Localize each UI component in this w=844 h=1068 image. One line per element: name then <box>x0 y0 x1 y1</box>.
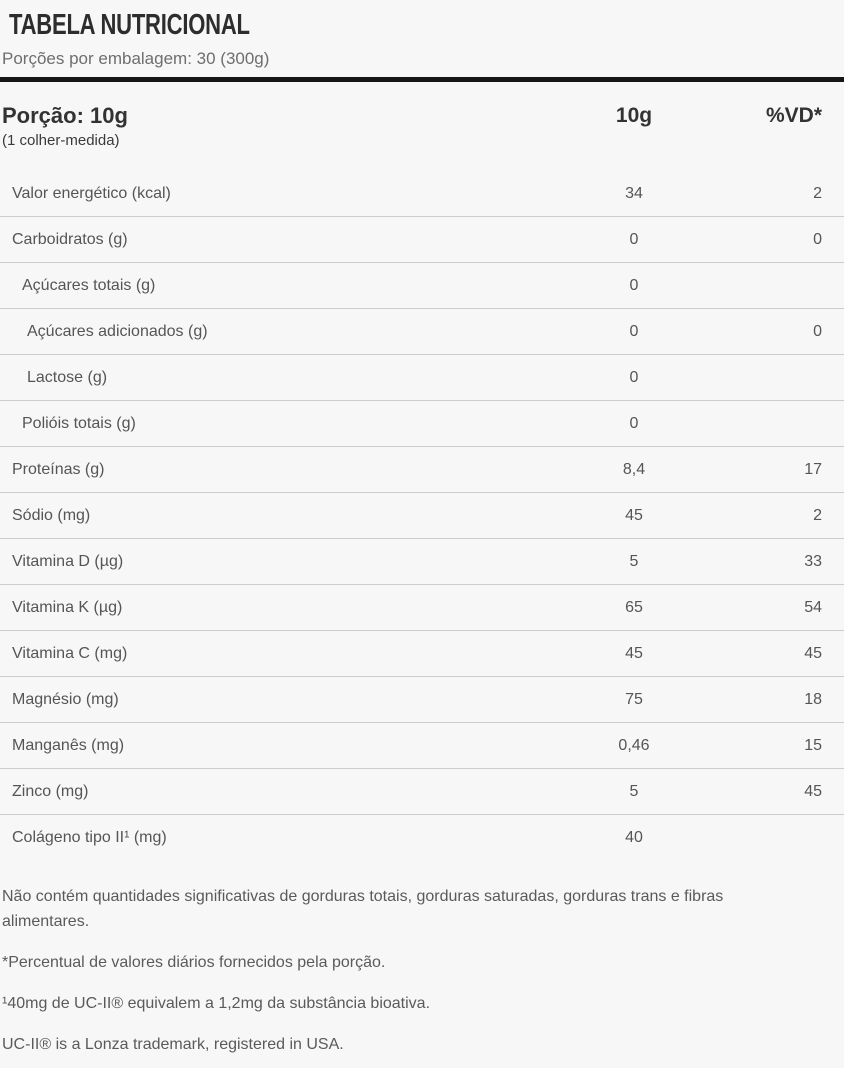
row-quantity: 45 <box>625 644 643 662</box>
row-label: Açúcares totais (g) <box>22 276 156 294</box>
column-header-daily-value: %VD* <box>765 104 822 127</box>
row-label: Carboidratos (g) <box>12 230 128 248</box>
row-daily-value: 18 <box>804 690 822 708</box>
row-label: Polióis totais (g) <box>22 414 136 432</box>
table-row <box>0 263 844 309</box>
row-daily-value: 17 <box>804 460 822 478</box>
row-daily-value: 2 <box>813 506 822 524</box>
portion-block <box>0 103 574 151</box>
table-header <box>0 103 844 151</box>
row-daily-value: 45 <box>804 644 822 662</box>
row-daily-value: 0 <box>813 322 822 340</box>
row-label: Manganês (mg) <box>12 736 125 754</box>
row-daily-value: 45 <box>804 782 822 800</box>
row-label: Sódio (mg) <box>12 506 91 524</box>
table-row <box>0 539 844 585</box>
row-quantity: 40 <box>625 829 643 846</box>
row-quantity: 0 <box>629 322 639 340</box>
table-row <box>0 631 844 677</box>
table-row <box>0 815 844 861</box>
column-header-quantity: 10g <box>615 104 653 127</box>
row-label: Colágeno tipo II¹ (mg) <box>12 829 167 846</box>
table-row <box>0 401 844 447</box>
row-quantity: 0 <box>629 276 639 294</box>
row-label: Proteínas (g) <box>12 460 105 478</box>
table-row <box>0 585 844 631</box>
nutrition-table <box>0 171 844 861</box>
page-title-text: TABELA NUTRICIONAL <box>9 9 250 41</box>
table-row <box>0 355 844 401</box>
row-quantity: 65 <box>625 598 643 616</box>
footnotes <box>2 884 794 1057</box>
table-row <box>0 769 844 815</box>
footnote-no-significant-amounts: Não contém quantidades significativas de gorduras totais, gorduras saturadas, gorduras trans e fibras alimentares. <box>2 888 724 930</box>
table-row <box>0 447 844 493</box>
footnote-daily-values: *Percentual de valores diários fornecidos pela porção. <box>2 954 386 971</box>
row-label: Lactose (g) <box>27 368 108 386</box>
table-row <box>0 493 844 539</box>
table-row <box>0 171 844 217</box>
footnote-ucii-trademark: UC-II® is a Lonza trademark, registered in USA. <box>2 1036 344 1053</box>
table-row <box>0 677 844 723</box>
row-label: Açúcares adicionados (g) <box>27 322 208 340</box>
row-label: Vitamina C (mg) <box>12 644 128 662</box>
row-daily-value: 54 <box>804 598 822 616</box>
row-quantity: 8,4 <box>622 460 646 478</box>
row-label: Vitamina D (µg) <box>12 552 124 570</box>
row-label: Valor energético (kcal) <box>12 184 171 202</box>
table-row <box>0 309 844 355</box>
row-quantity: 0 <box>629 230 639 248</box>
row-quantity: 5 <box>629 552 639 570</box>
row-daily-value: 33 <box>804 552 822 570</box>
portion-sublabel: (1 colher-medida) <box>2 132 120 149</box>
table-row <box>0 217 844 263</box>
row-quantity: 45 <box>625 506 643 524</box>
page-title <box>0 0 844 41</box>
row-label: Magnésio (mg) <box>12 690 119 708</box>
footnote-ucii-equivalence: ¹40mg de UC-II® equivalem a 1,2mg da substância bioativa. <box>2 995 431 1012</box>
row-quantity: 0 <box>629 414 639 432</box>
row-label: Vitamina K (µg) <box>12 598 123 616</box>
row-quantity: 75 <box>625 690 643 708</box>
row-daily-value: 15 <box>804 736 822 754</box>
row-quantity: 34 <box>625 184 643 202</box>
row-quantity: 0,46 <box>618 736 650 754</box>
row-daily-value: 0 <box>813 230 822 248</box>
row-label: Zinco (mg) <box>12 782 89 800</box>
row-quantity: 5 <box>629 782 639 800</box>
portion-label: Porção: 10g <box>2 103 128 128</box>
row-daily-value: 2 <box>813 184 822 202</box>
servings-per-package: Porções por embalagem: 30 (300g) <box>2 49 270 68</box>
row-quantity: 0 <box>629 368 639 386</box>
table-row <box>0 723 844 769</box>
section-divider <box>0 77 844 82</box>
